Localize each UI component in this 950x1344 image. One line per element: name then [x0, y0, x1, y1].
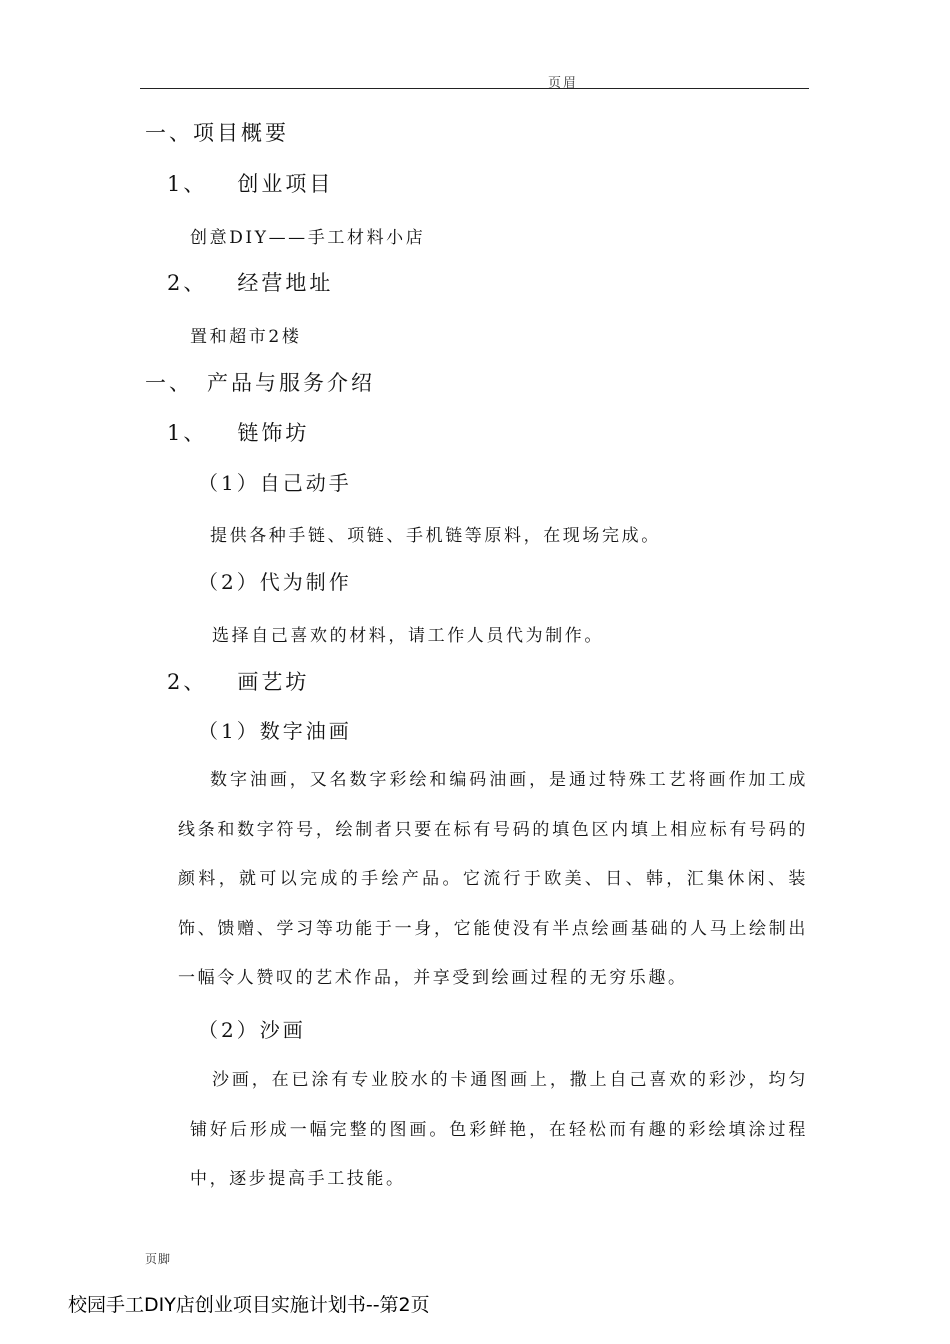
- subsection-number: 1、: [167, 421, 208, 445]
- section-title-products: [145, 367, 375, 397]
- section-title-text: 产品与服务介绍: [207, 371, 375, 395]
- document-page-title: 校园手工DIY店创业项目实施计划书--第2页: [68, 1294, 430, 1316]
- digital-painting-paragraph: 数字油画，又名数字彩绘和编码油画，是通过特殊工艺将画作加工成线条和数字符号，绘制者只要在标有号码的填色区内填上相应标有号码的颜料，就可以完成的手绘产品。它流行于欧美、日、韩，汇集休闲、装饰、馈赠、学习等功能于一身，它能使没有半点绘画基础的人马上绘制出一幅令人赞叹的艺术作品，并享受到绘画过程的无穷乐趣。: [178, 770, 808, 988]
- subsection-number: 2、: [167, 670, 208, 694]
- item-custom-heading: （2）代为制作: [198, 570, 352, 594]
- item-diy-heading: （1）自己动手: [198, 471, 352, 495]
- page-footer-label: 页脚: [145, 1252, 172, 1266]
- item-custom-text: 选择自己喜欢的材料，请工作人员代为制作。: [212, 626, 604, 646]
- subsection-title: 链饰坊: [237, 421, 310, 445]
- page-header-label: 页眉: [548, 76, 579, 91]
- subsection-number: 2、: [167, 271, 208, 295]
- section-title-overview: 一、项目概要: [145, 121, 289, 145]
- subsection-project: [167, 168, 333, 198]
- header-divider: [140, 88, 809, 89]
- subsection-address: [167, 267, 333, 297]
- sand-painting-paragraph: 沙画，在已涂有专业胶水的卡通图画上，撒上自己喜欢的彩沙，均匀铺好后形成一幅完整的图画。色彩鲜艳，在轻松而有趣的彩绘填涂过程中，逐步提高手工技能。: [190, 1070, 808, 1189]
- subsection-title: 创业项目: [237, 172, 334, 196]
- item-diy-text: 提供各种手链、项链、手机链等原料，在现场完成。: [210, 526, 661, 546]
- address-text: 置和超市2楼: [190, 327, 302, 347]
- subsection-chain-workshop: [167, 417, 309, 447]
- subsection-title: 画艺坊: [237, 670, 310, 694]
- item-sand-painting-heading: （2）沙画: [198, 1018, 306, 1042]
- subsection-painting-workshop: [167, 666, 309, 696]
- section-number: 一、: [145, 371, 193, 395]
- subsection-number: 1、: [167, 172, 208, 196]
- subsection-title: 经营地址: [237, 271, 334, 295]
- item-digital-painting-heading: （1）数字油画: [198, 719, 352, 743]
- project-name-text: 创意DIY——手工材料小店: [190, 228, 426, 248]
